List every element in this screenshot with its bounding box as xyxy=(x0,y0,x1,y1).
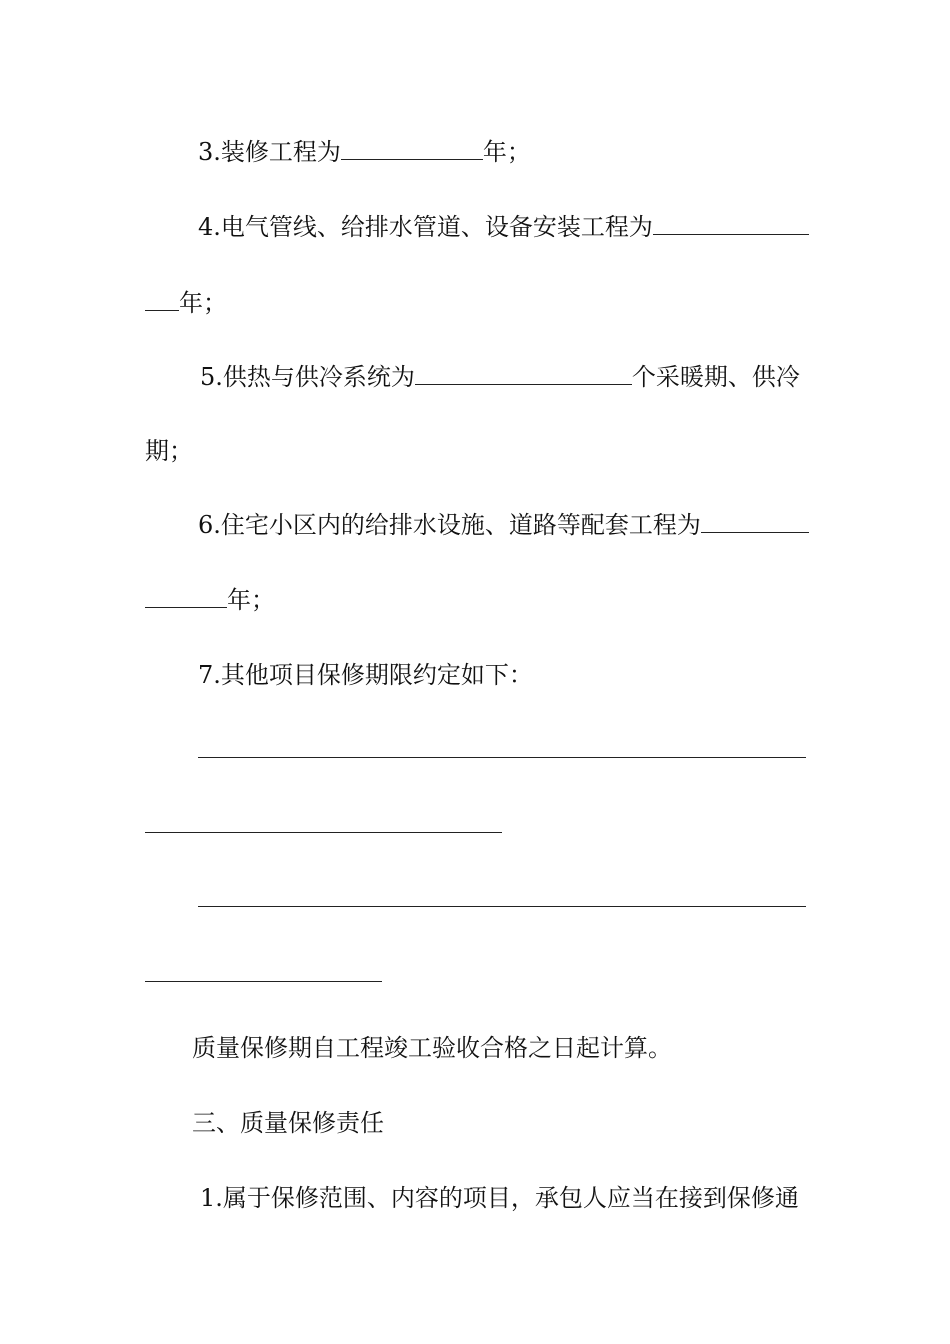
item-4-blank xyxy=(653,212,809,235)
paragraph-item-4-continued xyxy=(145,288,227,318)
warranty-start-text: 质量保修期自工程竣工验收合格之日起计算。 xyxy=(192,1034,672,1062)
paragraph-item-3 xyxy=(198,137,531,167)
item-6-blank xyxy=(701,510,809,533)
item-3-text: 3.装修工程为 xyxy=(198,138,341,166)
item-6-suffix: 年； xyxy=(227,586,275,614)
item-3-suffix: 年； xyxy=(482,138,531,166)
responsibility-item-1 xyxy=(200,1183,799,1213)
paragraph-item-5 xyxy=(200,362,800,392)
paragraph-item-7 xyxy=(198,660,533,690)
fill-in-line-2 xyxy=(198,906,806,907)
item-4-blank-continued xyxy=(145,288,179,311)
item-5-cont: 期； xyxy=(145,437,193,465)
fill-in-line-1 xyxy=(198,757,806,758)
item-5-text: 5.供热与供冷系统为 xyxy=(200,363,415,391)
fill-in-line-1-continued xyxy=(145,832,502,833)
item-4-text: 4.电气管线、给排水管道、设备安装工程为 xyxy=(198,213,653,241)
paragraph-item-4 xyxy=(198,212,809,242)
item-6-blank-continued xyxy=(145,585,227,608)
item-5-blank xyxy=(415,362,632,385)
section-heading xyxy=(192,1108,384,1138)
section-heading-text: 三、质量保修责任 xyxy=(192,1109,384,1137)
item-7-text: 7.其他项目保修期限约定如下： xyxy=(198,661,533,689)
item-5-suffix: 个采暖期、供冷 xyxy=(631,363,800,391)
paragraph-item-5-continued xyxy=(145,436,193,466)
item-4-suffix: 年； xyxy=(179,289,227,317)
paragraph-item-6-continued xyxy=(145,585,275,615)
responsibility-item-1-text: 1.属于保修范围、内容的项目，承包人应当在接到保修通 xyxy=(200,1184,799,1212)
item-3-blank xyxy=(341,137,483,160)
fill-in-line-2-continued xyxy=(145,981,382,982)
item-6-text: 6.住宅小区内的给排水设施、道路等配套工程为 xyxy=(198,511,701,539)
warranty-start-note xyxy=(192,1033,672,1063)
paragraph-item-6 xyxy=(198,510,809,540)
